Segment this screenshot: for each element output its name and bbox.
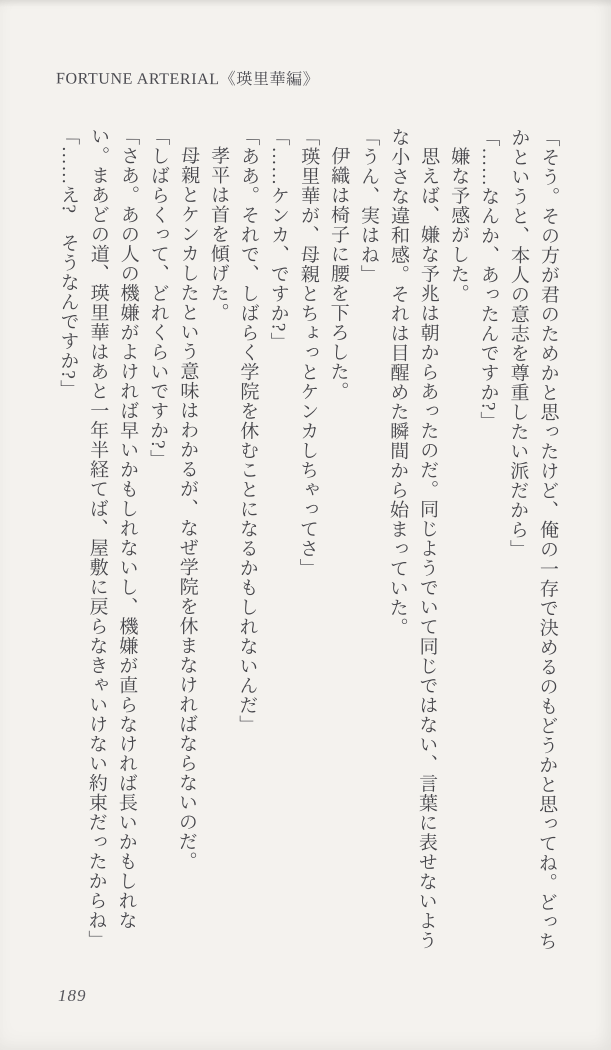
page-number: 189 <box>58 986 87 1005</box>
novel-text-block <box>43 126 564 964</box>
paragraph: 「さあ。あの人の機嫌がよければ早いかもしれないし、機嫌が直らなければ長いかもしれない。まあどの道、瑛里華はあと一年半経てば、屋敷に戻らなきゃいけない約束だったからね」 <box>85 126 140 950</box>
paragraph: 「……え? そうなんですか?」 <box>57 126 80 400</box>
paragraph: 「しばらくって、どれくらいですか?」 <box>147 126 170 469</box>
paragraph: 伊織は椅子に腰を下ろした。 <box>327 146 350 401</box>
paragraph: 「……なんか、あったんですか?」 <box>477 127 500 431</box>
paragraph: 母親とケンカしたという意味はわかるが、なぜ学院を休まなければならないのだ。 <box>175 145 200 871</box>
paragraph: 嫌な予感がした。 <box>447 146 470 304</box>
paragraph: 孝平は首を傾げた。 <box>207 145 230 323</box>
running-header: FORTUNE ARTERIAL《瑛里華編》 <box>55 70 320 89</box>
paragraph: 「瑛里華が、母親とちょっとケンカしちゃってさ」 <box>296 126 320 578</box>
paragraph: 「ああ。それで、しばらく学院を休むことになるかもしれないんだ」 <box>236 126 260 735</box>
paragraph: 「……ケンカ、ですか?」 <box>267 126 290 352</box>
paragraph: 思えば、嫌な予兆は朝からあったのだ。同じようでいて同じではない、言葉に表せないような小さな違和感。それは目醒めた瞬間から始まっていた。 <box>386 127 440 951</box>
paragraph: 「うん、実はね」 <box>357 127 380 285</box>
paragraph: 「そう。その方が君のためかと思ったけど、俺の一存で決めるのもどうかと思ってね。どっちかというと、本人の意志を尊重したい派だから」 <box>506 127 560 952</box>
